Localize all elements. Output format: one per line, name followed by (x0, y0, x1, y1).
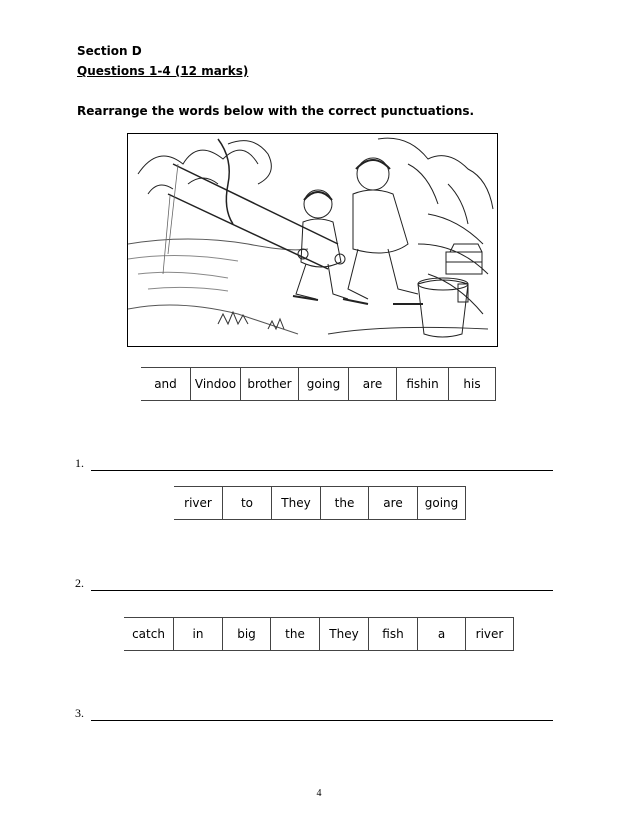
word-cell: catch (132, 627, 165, 641)
word-cell: are (348, 368, 396, 400)
word-cell: fishin (396, 368, 448, 400)
answer-rule[interactable] (91, 710, 553, 721)
word-cell: going (298, 368, 348, 400)
word-box-3 (124, 617, 514, 651)
word-cell: big (222, 618, 270, 650)
answer-rule[interactable] (91, 460, 553, 471)
word-box-1 (141, 367, 496, 401)
word-cell: the (270, 618, 319, 650)
page-number: 4 (316, 788, 322, 799)
word-cell: the (320, 487, 368, 519)
section-title: Section D (77, 44, 142, 58)
word-cell: fish (368, 618, 417, 650)
word-cell: They (319, 618, 368, 650)
word-cell: They (271, 487, 320, 519)
instruction-text: Rearrange the words below with the correct punctuations. (77, 104, 475, 118)
word-cell: Vindoo (190, 368, 240, 400)
answer-line-1[interactable] (75, 456, 553, 471)
answer-number: 1. (75, 456, 84, 470)
word-cell: river (465, 618, 514, 650)
answer-rule[interactable] (91, 580, 553, 591)
word-cell: brother (240, 368, 298, 400)
answer-number: 3. (75, 706, 84, 720)
word-cell: in (173, 618, 222, 650)
answer-line-3[interactable] (75, 706, 553, 721)
word-cell: river (184, 496, 212, 510)
word-cell: going (417, 487, 466, 519)
word-cell: to (222, 487, 271, 519)
answer-line-2[interactable] (75, 576, 553, 591)
word-box-2 (174, 486, 466, 520)
fishing-illustration-icon (127, 133, 498, 347)
word-cell: and (154, 377, 177, 391)
word-cell: his (448, 368, 496, 400)
word-cell: a (417, 618, 465, 650)
answer-number: 2. (75, 576, 84, 590)
word-cell: are (368, 487, 417, 519)
questions-heading: Questions 1-4 (12 marks) (77, 64, 249, 78)
